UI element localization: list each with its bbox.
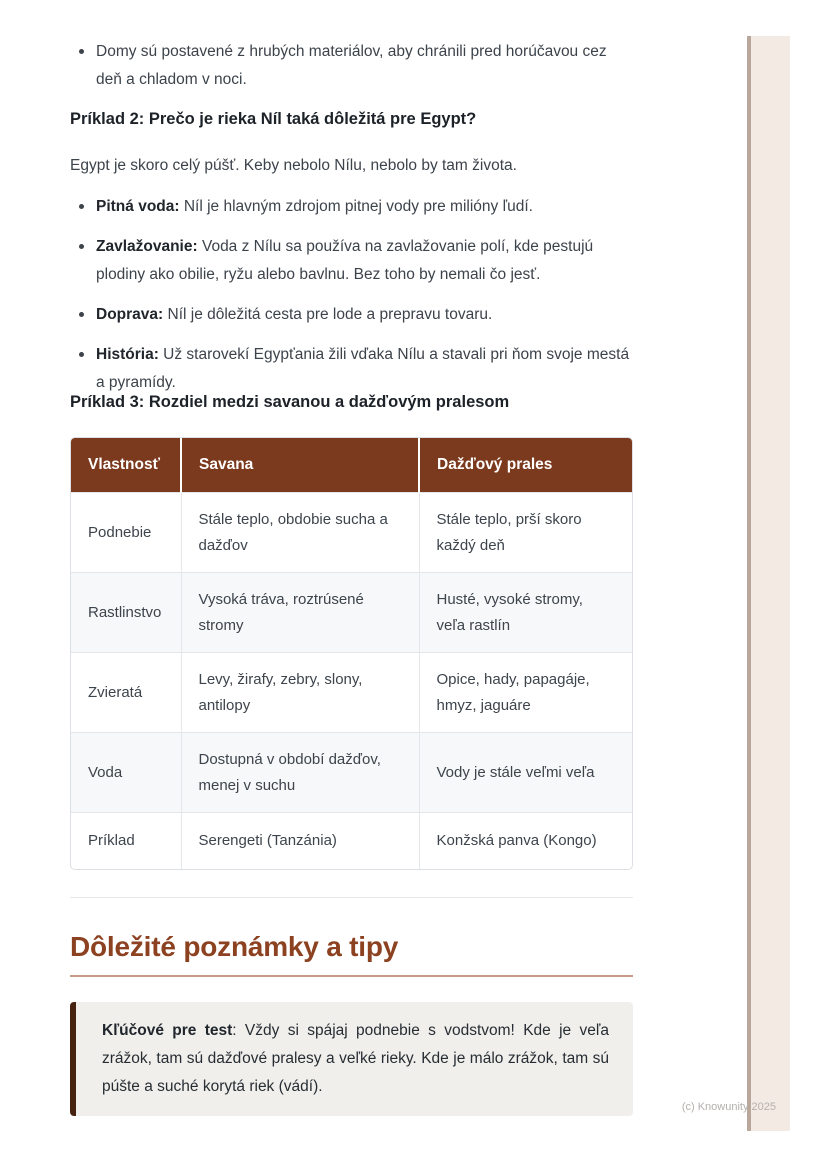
page-edge-stripe (747, 36, 790, 1131)
example2-intro-paragraph: Egypt je skoro celý púšť. Keby nebolo Nílu, nebolo by tam života. (70, 157, 517, 174)
table-cell: Stále teplo, obdobie sucha a dažďov (181, 493, 419, 573)
bullet-label: Doprava: (96, 306, 164, 323)
bullet-text: Níl je hlavným zdrojom pitnej vody pre milióny ľudí. (179, 198, 533, 215)
column-header: Savana (181, 438, 419, 493)
page-title: Dôležité poznámky a tipy (70, 931, 399, 962)
comparison-table (70, 437, 633, 870)
table-row (71, 813, 632, 869)
callout-text: : Vždy si spájaj podnebie s vodstvom! Kde je veľa zrážok, tam sú dažďové pralesy a veľké rieky. Kde je málo zrážok, tam sú púšte a suché korytá riek (vádí). (102, 1022, 609, 1095)
list-item (70, 233, 633, 289)
list-item (70, 38, 633, 94)
list-item (70, 193, 633, 221)
bullet-text: Voda z Nílu sa používa na zavlažovanie polí, kde pestujú plodiny ako obilie, ryžu alebo bavlnu. Bez toho by nemali čo jesť. (96, 238, 594, 283)
key-tip-callout (70, 1002, 633, 1116)
list-item (70, 341, 633, 397)
heading-underline (70, 975, 633, 977)
bullet-label: Zavlažovanie: (96, 238, 198, 255)
column-header: Dažďový prales (419, 438, 632, 493)
bullet-text: Už starovekí Egypťania žili vďaka Nílu a stavali pri ňom svoje mestá a pyramídy. (96, 346, 630, 391)
table-row (71, 733, 632, 813)
example2-bullet-list (70, 193, 633, 409)
table-cell: Konžská panva (Kongo) (419, 813, 632, 869)
table-cell: Vysoká tráva, roztrúsené stromy (181, 573, 419, 653)
table-row (71, 573, 632, 653)
table-cell: Vody je stále veľmi veľa (419, 733, 632, 813)
example2-heading: Príklad 2: Prečo je rieka Níl taká dôležitá pre Egypt? (70, 110, 477, 128)
bullet-text: Domy sú postavené z hrubých materiálov, aby chránili pred horúčavou cez deň a chladom v noci. (96, 43, 607, 88)
table-cell: Levy, žirafy, zebry, slony, antilopy (181, 653, 419, 733)
table-cell: Rastlinstvo (71, 573, 181, 653)
callout-label: Kľúčové pre test (102, 1022, 233, 1039)
bullet-text: Níl je dôležitá cesta pre lode a prepravu tovaru. (163, 306, 493, 323)
copyright-notice: (c) Knowunity 2025 (681, 1101, 776, 1113)
table-cell: Príklad (71, 813, 181, 869)
table-cell: Zvieratá (71, 653, 181, 733)
bullet-label: História: (96, 346, 159, 363)
intro-bullet-list (70, 38, 633, 106)
table-cell: Dostupná v období dažďov, menej v suchu (181, 733, 419, 813)
table-cell: Husté, vysoké stromy, veľa rastlín (419, 573, 632, 653)
table-cell: Podnebie (71, 493, 181, 573)
table-cell: Serengeti (Tanzánia) (181, 813, 419, 869)
table-cell: Opice, hady, papagáje, hmyz, jaguáre (419, 653, 632, 733)
table-header-row (71, 438, 632, 493)
table-row (71, 493, 632, 573)
example3-heading: Príklad 3: Rozdiel medzi savanou a dažďovým pralesom (70, 393, 510, 411)
list-item (70, 301, 633, 329)
section-divider (70, 897, 633, 898)
table-cell: Stále teplo, prší skoro každý deň (419, 493, 632, 573)
bullet-label: Pitná voda: (96, 198, 180, 215)
table-cell: Voda (71, 733, 181, 813)
table-row (71, 653, 632, 733)
notes-section-header (70, 930, 633, 977)
column-header: Vlastnosť (71, 438, 181, 493)
